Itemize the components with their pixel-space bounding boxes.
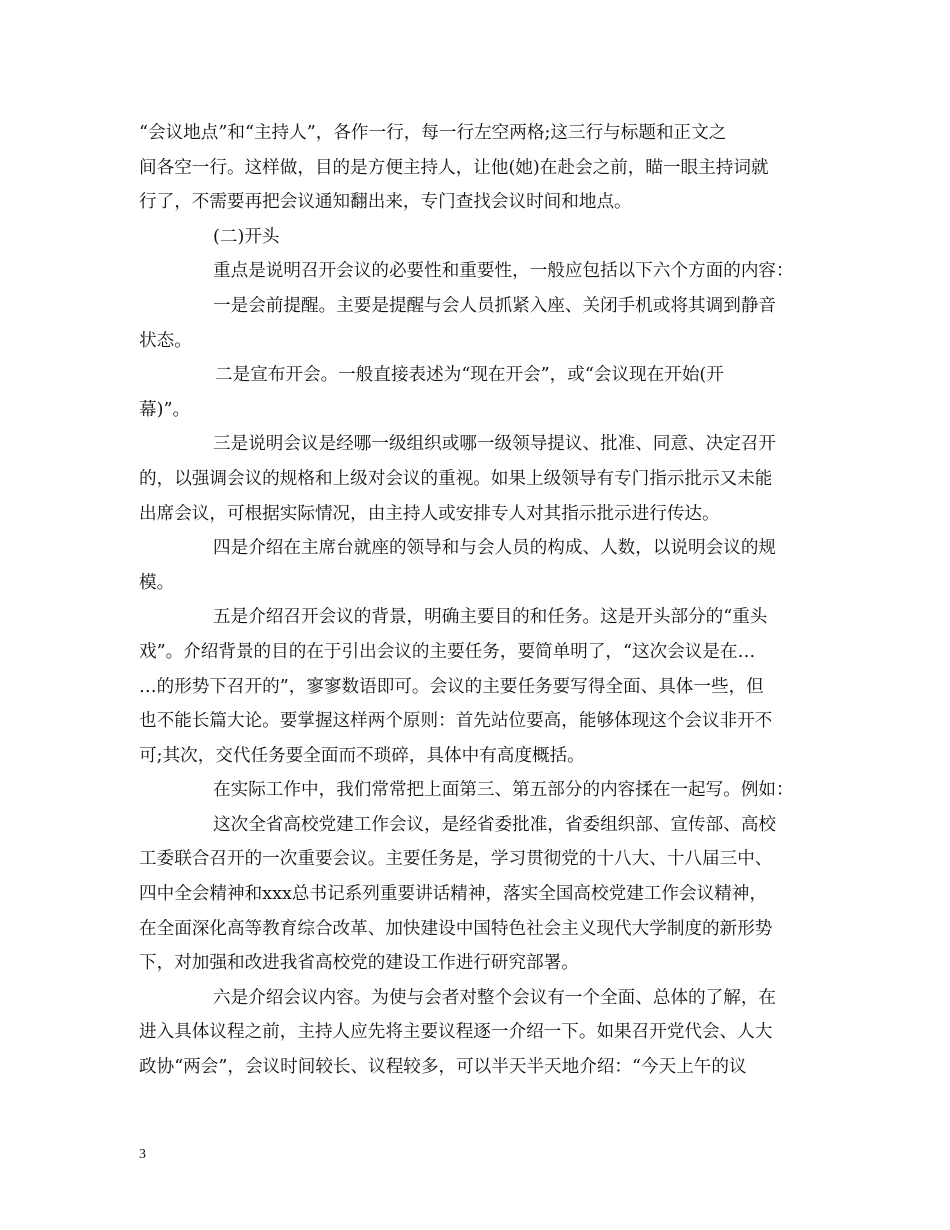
page-number: 3	[139, 1147, 146, 1162]
text-line: 间各空一行。这样做，目的是方便主持人，让他(她)在赴会之前，瞄一眼主持词就	[139, 157, 769, 178]
text-line: 六是介绍会议内容。为使与会者对整个会议有一个全面、总体的了解，在	[213, 987, 777, 1008]
text-line: 模。	[139, 572, 175, 593]
text-line: 也不能长篇大论。要掌握这样两个原则：首先站位要高，能够体现这个会议非开不	[139, 711, 773, 732]
text-line: 戏”。介绍背景的目的在于引出会议的主要任务，要简单明了，“这次会议是在…	[139, 641, 756, 662]
text-line: 出席会议，可根据实际情况，由主持人或安排专人对其指示批示进行传达。	[139, 503, 720, 524]
text-line: 幕)”。	[139, 399, 191, 420]
text-line: 五是介绍召开会议的背景，明确主要目的和任务。这是开头部分的“重头	[213, 607, 768, 628]
section-heading: (二)开头	[213, 226, 280, 247]
text-line: 进入具体议程之前，主持人应先将主要议程逐一介绍一下。如果召开党代会、人大	[139, 1022, 773, 1043]
document-body	[139, 116, 823, 1085]
example-text-line: 下，对加强和改进我省高校党的建设工作进行研究部署。	[139, 953, 579, 974]
text-line: 行了，不需要再把会议通知翻出来，专门查找会议时间和地点。	[139, 192, 632, 213]
text-line: 可;其次，交代任务要全面而不琐碎，具体中有高度概括。	[139, 745, 585, 766]
example-text-line: 在全面深化高等教育综合改革、加快建设中国特色社会主义现代大学制度的新形势	[139, 918, 773, 939]
example-text-line: 工委联合召开的一次重要会议。主要任务是，学习贯彻党的十八大、十八届三中、	[139, 849, 773, 870]
text-line: “会议地点”和“主持人”，各作一行，每一行左空两格;这三行与标题和正文之	[139, 123, 727, 143]
text-line: 在实际工作中，我们常常把上面第三、第五部分的内容揉在一起写。例如：	[213, 780, 794, 801]
text-line: …的形势下召开的”，寥寥数语即可。会议的主要任务要写得全面、具体一些，但	[139, 676, 764, 697]
text-line: 三是说明会议是经哪一级组织或哪一级领导提议、批准、同意、决定召开	[213, 434, 777, 455]
text-line: 状态。	[139, 330, 192, 351]
text-line: 政协“两会”，会议时间较长、议程较多，可以半天半天地介绍：“今天上午的议	[139, 1057, 747, 1078]
text-line: 的，以强调会议的规格和上级对会议的重视。如果上级领导有专门指示批示又未能	[139, 468, 773, 489]
example-text-line: 四中全会精神和xxx总书记系列重要讲话精神，落实全国高校党建工作会议精神，	[139, 884, 767, 905]
example-text-line: 这次全省高校党建工作会议，是经省委批准，省委组织部、宣传部、高校	[213, 814, 777, 835]
text-line: 二是宣布开会。一般直接表述为“现在开会”，或“会议现在开始(开	[215, 365, 724, 386]
text-line: 重点是说明召开会议的必要性和重要性，一般应包括以下六个方面的内容：	[213, 261, 794, 282]
text-line: 四是介绍在主席台就座的领导和与会人员的构成、人数，以说明会议的规	[213, 538, 777, 559]
text-line: 一是会前提醒。主要是提醒与会人员抓紧入座、关闭手机或将其调到静音	[213, 295, 777, 316]
